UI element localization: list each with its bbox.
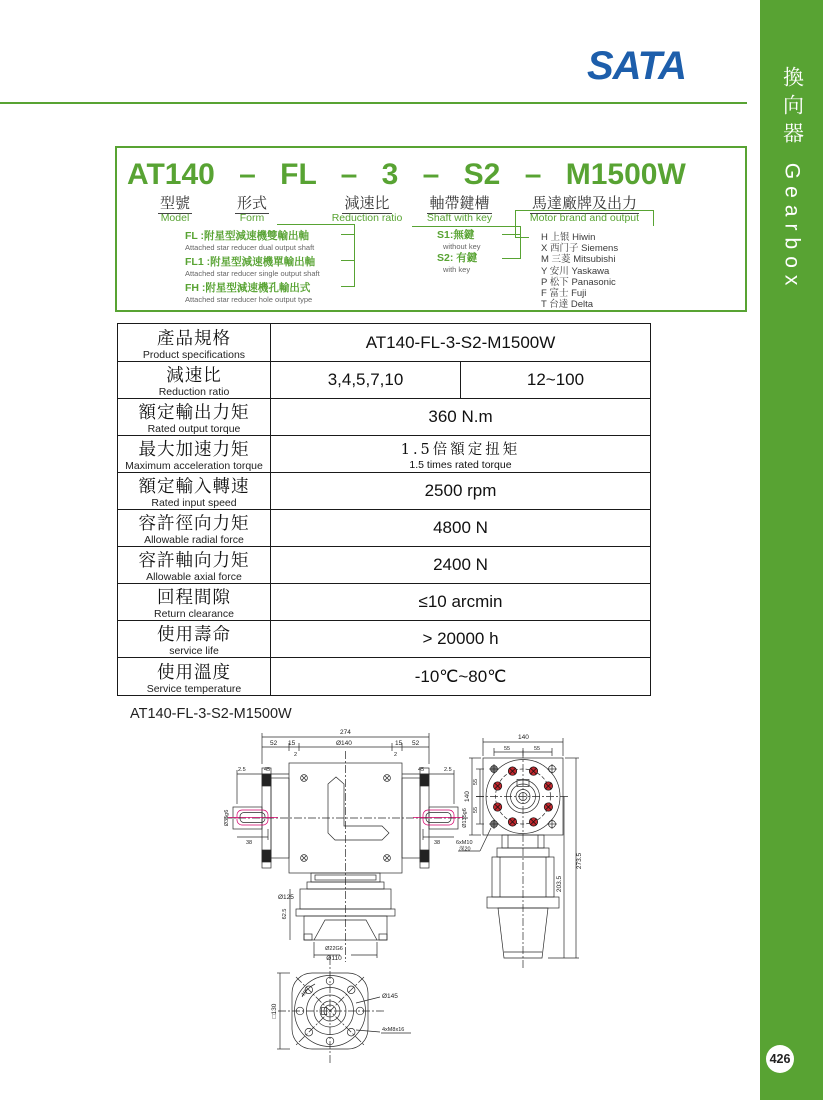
- svg-text:Ø110: Ø110: [326, 955, 342, 962]
- svg-text:45: 45: [418, 767, 425, 773]
- shaft-bracket-stub2: [502, 258, 520, 259]
- col-form-en: Form: [239, 212, 265, 224]
- svg-text:Ø145: Ø145: [382, 993, 398, 1000]
- table-row: 最大加速力矩 Maximum acceleration torque 1.5倍額定扭矩 1.5 times rated torque: [118, 436, 651, 473]
- table-row: 額定輸入轉速 Rated input speed 2500 rpm: [118, 473, 651, 510]
- bottom-view-labels: [271, 988, 404, 1033]
- model-code-box: [115, 146, 747, 312]
- svg-text:6xM10: 6xM10: [456, 840, 473, 846]
- motor-brand: F 富士 Fuji: [541, 288, 587, 300]
- col-ratio-en: Reduction ratio: [331, 212, 403, 224]
- shaft-bracket-top: [412, 226, 520, 227]
- svg-text:45°: 45°: [300, 988, 311, 999]
- motor-brand: X 西门子 Siemens: [541, 243, 619, 255]
- svg-text:2: 2: [394, 752, 398, 758]
- bottom-view: [277, 957, 411, 1065]
- sidebar-gearbox-tab: [760, 0, 823, 1100]
- svg-text:深20: 深20: [459, 846, 471, 853]
- svg-text:38: 38: [434, 840, 441, 846]
- form-bracket-stub1: [341, 234, 354, 235]
- motor-brand: Y 安川 Yaskawa: [541, 265, 610, 277]
- side-view: [458, 738, 579, 968]
- table-row: 使用壽命 service life > 20000 h: [118, 621, 651, 658]
- svg-text:4xM8x16: 4xM8x16: [382, 1027, 405, 1033]
- form-item-fl1: FL1 :附星型減速機單輸出軸 Attached star reducer single output shaft: [185, 256, 320, 278]
- svg-text:38: 38: [246, 840, 253, 846]
- svg-text:52: 52: [412, 740, 420, 747]
- svg-text:55: 55: [473, 806, 479, 814]
- col-model-zh: 型號: [159, 195, 190, 212]
- shaft-bracket-vert: [520, 226, 521, 259]
- model-code-title: AT140 – FL – 3 – S2 – M1500W: [127, 158, 686, 191]
- col-ratio-zh: 減速比: [344, 195, 390, 212]
- svg-text:140: 140: [518, 734, 529, 741]
- svg-text:Ø135g6: Ø135g6: [462, 808, 468, 828]
- shaft-item-s2: S2: 有鍵 with key: [437, 252, 478, 274]
- header-divider: [0, 102, 747, 104]
- motor-bracket-stub: [515, 237, 529, 238]
- svg-text:140: 140: [464, 791, 471, 802]
- shaft-item-s1: S1:無鍵 without key: [437, 229, 481, 251]
- svg-text:15: 15: [395, 740, 403, 747]
- front-view: [224, 733, 468, 962]
- motor-brand: M 三菱 Mitsubishi: [541, 254, 616, 266]
- table-row: 容許徑向力矩 Allowable radial force 4800 N: [118, 510, 651, 547]
- svg-text:62.5: 62.5: [282, 908, 288, 920]
- svg-text:45: 45: [264, 767, 271, 773]
- table-row: 使用溫度 Service temperature -10℃~80℃: [118, 658, 651, 696]
- svg-text:Ø125: Ø125: [278, 894, 294, 901]
- motor-brand-list: [541, 232, 618, 310]
- svg-text:274: 274: [340, 729, 351, 736]
- col-shaft-zh: 軸帶鍵槽: [429, 195, 490, 212]
- svg-text:Ø35g6: Ø35g6: [224, 809, 230, 827]
- svg-text:□130: □130: [271, 1003, 278, 1019]
- svg-text:273.5: 273.5: [576, 852, 583, 870]
- motor-brand: H 上银 Hiwin: [541, 232, 596, 243]
- form-bracket-vert: [354, 224, 355, 287]
- col-motor-zh: 馬達廠牌及出力: [531, 195, 637, 212]
- svg-text:Ø140: Ø140: [336, 740, 352, 747]
- svg-text:55: 55: [504, 746, 511, 752]
- svg-text:55: 55: [534, 746, 541, 752]
- sata-logo: [585, 40, 720, 90]
- form-bracket-top: [277, 224, 354, 225]
- sata-logo-text: SATA: [587, 44, 686, 88]
- col-model-en: Model: [160, 212, 190, 224]
- technical-drawing: [128, 706, 698, 1096]
- page-number-badge: [766, 1045, 794, 1073]
- motor-brand: T 台達 Delta: [541, 299, 594, 311]
- svg-text:Ø22G6: Ø22G6: [325, 946, 343, 952]
- form-bracket-stub2: [341, 260, 354, 261]
- svg-text:2.5: 2.5: [444, 767, 452, 773]
- page-number: 426: [769, 1052, 791, 1066]
- table-row: 減速比 Reduction ratio 3,4,5,7,10 12~100: [118, 362, 651, 399]
- svg-text:2.5: 2.5: [238, 767, 246, 773]
- svg-text:15: 15: [288, 740, 296, 747]
- svg-text:52: 52: [270, 740, 278, 747]
- spec-table-wrap: [117, 323, 651, 696]
- svg-text:203.5: 203.5: [556, 875, 563, 893]
- drawing-title: AT140-FL-3-S2-M1500W: [130, 706, 292, 722]
- col-shaft-en: Shaft with key: [426, 212, 493, 224]
- front-view-labels: [224, 729, 468, 962]
- motor-brand: P 松下 Panasonic: [541, 276, 616, 288]
- sidebar-label: 換向器 Gearbox: [780, 66, 804, 293]
- col-form-zh: 形式: [236, 195, 267, 212]
- table-row: 產品規格 Product specifications AT140-FL-3-S2-M1500W: [118, 324, 651, 362]
- svg-text:2: 2: [294, 752, 298, 758]
- form-item-fh: FH :附星型減速機孔輸出式 Attached star reducer hole output type: [185, 282, 313, 304]
- svg-text:55: 55: [473, 778, 479, 786]
- spec-table: [117, 323, 651, 696]
- form-item-fl: FL :附星型減速機雙輸出軸 Attached star reducer dual output shaft: [185, 230, 315, 252]
- shaft-bracket-stub1: [502, 234, 520, 235]
- table-row: 額定輸出力矩 Rated output torque 360 N.m: [118, 399, 651, 436]
- table-row: 容許軸向力矩 Allowable axial force 2400 N: [118, 547, 651, 584]
- table-row: 回程間隙 Return clearance ≤10 arcmin: [118, 584, 651, 621]
- form-bracket-stub3: [341, 286, 354, 287]
- col-motor-en: Motor brand and output: [515, 210, 654, 226]
